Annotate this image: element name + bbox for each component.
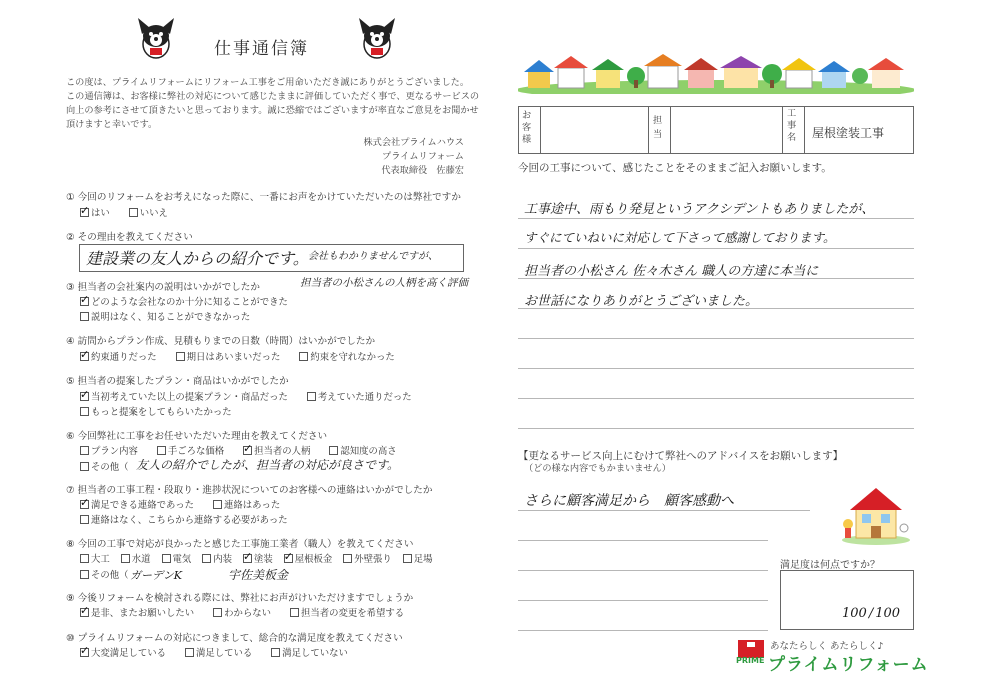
option[interactable]: 考えていた通りだった xyxy=(307,392,412,403)
company-division: プライムリフォーム xyxy=(382,151,464,162)
writing-line xyxy=(518,338,914,339)
handwritten-note: 会社もわかりませんですが、 xyxy=(308,251,438,262)
checkbox[interactable] xyxy=(80,608,89,617)
question-3: ③ 担当者の会社案内の説明はいかがでしたか xyxy=(66,282,260,293)
project-name: 屋根塗装工事 xyxy=(812,126,885,140)
question-1-options xyxy=(80,205,184,219)
writing-line xyxy=(518,248,914,249)
option[interactable]: 約束を守れなかった xyxy=(299,352,394,363)
checkbox[interactable] xyxy=(157,446,166,455)
checkbox[interactable] xyxy=(129,208,138,217)
question-3-option[interactable]: 説明はなく、知ることができなかった xyxy=(80,309,250,323)
option[interactable]: ✓ 塗装 xyxy=(243,554,273,565)
divider xyxy=(648,106,649,154)
question-7-options xyxy=(80,497,296,511)
option[interactable]: ✓ 屋根板金 xyxy=(284,554,333,565)
writing-line xyxy=(518,368,914,369)
option[interactable]: 期日はあいまいだった xyxy=(176,352,281,363)
intro-line: 向上の参考にさせて頂きたいと思っております。誠に恐縮ではございますが率直なご意見をお聞かせ xyxy=(66,105,479,116)
question-7: ⑦ 担当者の工事工程・段取り・進捗状況についてのお客様への連絡はいかがでしたか xyxy=(66,485,433,496)
checkbox[interactable] xyxy=(80,446,89,455)
writing-line xyxy=(518,428,914,429)
intro-line: この通信簿は、お客様に弊社の対応について感じたままに評価していただく事で、更なるサービスの xyxy=(66,91,480,102)
checkbox[interactable] xyxy=(329,446,338,455)
question-4-options xyxy=(80,349,411,363)
handwritten-feedback: お世話になりありがとうございました。 xyxy=(524,294,759,309)
checkbox[interactable] xyxy=(176,352,185,361)
checkbox[interactable] xyxy=(284,554,293,563)
option[interactable]: 満足していない xyxy=(271,648,348,659)
writing-line xyxy=(518,630,768,631)
writing-line xyxy=(518,510,810,511)
writing-line xyxy=(518,398,914,399)
handwritten-answer: 建設業の友人からの紹介です。 xyxy=(86,249,309,268)
question-8: ⑧ 今回の工事で対応が良かったと感じた工事施工業者（職人）を教えてください xyxy=(66,539,414,550)
handwritten-feedback: 担当者の小松さん 佐々木さん 職人の方達に本当に xyxy=(524,264,819,279)
project-label: 工事名 xyxy=(787,108,797,143)
checkbox[interactable] xyxy=(162,554,171,563)
feedback-prompt: 今回の工事について、感じたことをそのままご記入お願いします。 xyxy=(518,162,832,174)
option[interactable]: 電気 xyxy=(162,554,192,565)
writing-line xyxy=(518,540,768,541)
checkbox[interactable] xyxy=(80,312,89,321)
checkbox[interactable] xyxy=(80,648,89,657)
writing-line xyxy=(518,600,768,601)
checkbox[interactable] xyxy=(80,554,89,563)
option[interactable]: 認知度の高さ xyxy=(329,446,396,457)
checkbox[interactable] xyxy=(80,407,89,416)
question-5-options xyxy=(80,389,428,403)
company-name: 株式会社プライムハウス xyxy=(363,137,464,148)
checkbox[interactable] xyxy=(80,515,89,524)
brand-name: プライムリフォーム xyxy=(768,655,929,674)
option-yes[interactable]: ✓はい xyxy=(80,208,110,219)
question-6-options xyxy=(80,443,413,457)
brand-tagline: あなたらしく あたらしく♪ xyxy=(770,641,884,652)
dog-mascot-icon xyxy=(355,14,399,62)
option-no[interactable]: いいえ xyxy=(129,208,168,219)
option[interactable]: ✓満足できる連絡であった xyxy=(80,500,194,511)
question-1: ① 今回のリフォームをお考えになった際に、一番にお声をかけていただいたのは弊社ですか xyxy=(66,192,461,203)
question-10-options xyxy=(80,645,364,659)
option[interactable]: 担当者の変更を希望する xyxy=(290,608,404,619)
customer-label: お客様 xyxy=(522,110,532,145)
question-5-option[interactable]: もっと提案をしてもらいたかった xyxy=(80,404,232,418)
option[interactable]: 内装 xyxy=(202,554,232,565)
page-title: 仕事通信簿 xyxy=(214,39,309,59)
question-4: ④ 訪問からプラン作成、見積もりまでの日数（時間）はいかがでしたか xyxy=(66,336,376,347)
handwritten-feedback: 工事途中、雨もり発見というアクシデントもありましたが、 xyxy=(524,202,875,217)
advice-prompt: 【更なるサービス向上にむけて弊社へのアドバイスをお願いします】 xyxy=(518,450,844,462)
option[interactable]: 大工 xyxy=(80,554,110,565)
divider xyxy=(540,106,541,154)
option[interactable]: 手ごろな価格 xyxy=(157,446,224,457)
option[interactable]: 外壁張り xyxy=(343,554,392,565)
question-6-other[interactable]: その他（ xyxy=(80,459,129,473)
score-label: 満足度は何点ですか？ xyxy=(780,560,880,571)
question-8-other[interactable]: その他（ xyxy=(80,567,129,581)
handwritten-note: 担当者の小松さんの人柄を高く評価 xyxy=(300,277,468,289)
checkbox[interactable] xyxy=(243,554,252,563)
checkbox[interactable] xyxy=(307,392,316,401)
option[interactable]: ✓是非、またお願いしたい xyxy=(80,608,194,619)
handwritten-other: ガーデンK xyxy=(130,569,182,582)
intro-line: 頂けますと幸いです。 xyxy=(66,119,158,130)
checkbox[interactable] xyxy=(80,392,89,401)
checkbox[interactable] xyxy=(185,648,194,657)
handwritten-advice: さらに顧客満足から 顧客感動へ xyxy=(524,493,734,509)
customer-name-field[interactable] xyxy=(545,112,645,148)
question-8-options xyxy=(80,551,433,565)
house-illustration xyxy=(838,484,912,546)
question-6: ⑥ 今回弊社に工事をお任せいただいた理由を教えてください xyxy=(66,431,328,442)
question-5: ⑤ 担当者の提案したプラン・商品はいかがでしたか xyxy=(66,376,289,387)
score-box[interactable] xyxy=(780,570,914,630)
divider xyxy=(782,106,783,154)
option[interactable]: ✓大変満足している xyxy=(80,648,166,659)
handwritten-feedback: すぐにていねいに対応して下さって感謝しております。 xyxy=(524,230,836,245)
advice-sub: （どの様な内容でもかまいません） xyxy=(524,463,671,474)
writing-line xyxy=(518,218,914,219)
option[interactable]: わからない xyxy=(213,608,271,619)
question-10: ⑩ プライムリフォームの対応につきまして、総合的な満足度を教えてください xyxy=(66,633,403,644)
option[interactable]: 足場 xyxy=(403,554,433,565)
checkbox[interactable] xyxy=(80,570,89,579)
checkbox[interactable] xyxy=(299,352,308,361)
checkbox[interactable] xyxy=(213,500,222,509)
company-representative: 代表取締役 佐藤宏 xyxy=(381,165,464,176)
question-3-option[interactable]: ✓どのような会社なのか十分に知ることができた xyxy=(80,294,288,308)
question-9-options xyxy=(80,605,420,619)
town-illustration xyxy=(518,50,914,94)
checkbox[interactable] xyxy=(202,554,211,563)
option[interactable]: プラン内容 xyxy=(80,446,138,457)
brand-mark-text: PRIME xyxy=(736,656,765,665)
option[interactable]: ✓約束通りだった xyxy=(80,352,157,363)
staff-name-field[interactable] xyxy=(675,112,779,148)
checkbox[interactable] xyxy=(271,648,280,657)
checkbox[interactable] xyxy=(290,608,299,617)
staff-label: 担当 xyxy=(653,115,663,140)
question-7-option[interactable]: 連絡はなく、こちらから連絡する必要があった xyxy=(80,512,288,526)
score-value: 100 / 100 xyxy=(842,606,901,621)
checkbox[interactable] xyxy=(121,554,130,563)
checkbox[interactable] xyxy=(403,554,412,563)
checkbox[interactable] xyxy=(213,608,222,617)
checkbox[interactable] xyxy=(243,446,252,455)
option[interactable]: ✓ 担当者の人柄 xyxy=(243,446,310,457)
option[interactable]: ✓当初考えていた以上の提案プラン・商品だった xyxy=(80,392,288,403)
divider xyxy=(804,106,805,154)
dog-mascot-icon xyxy=(134,14,178,62)
handwritten-other: 宇佐美板金 xyxy=(228,568,289,582)
question-2: ② その理由を教えてください xyxy=(66,232,193,243)
option[interactable]: 満足している xyxy=(185,648,252,659)
checkbox[interactable] xyxy=(343,554,352,563)
checkbox[interactable] xyxy=(80,462,89,471)
intro-line: この度は、プライムリフォームにリフォーム工事をご用命いただき誠にありがとうございました。 xyxy=(66,77,470,88)
handwritten-other: 友人の紹介でしたが、担当者の対応が良さです。 xyxy=(136,458,400,472)
option[interactable]: 連絡はあった xyxy=(213,500,280,511)
checkbox[interactable] xyxy=(80,208,89,217)
checkbox[interactable] xyxy=(80,500,89,509)
divider xyxy=(670,106,671,154)
checkbox[interactable] xyxy=(80,297,89,306)
option[interactable]: 水道 xyxy=(121,554,151,565)
question-9: ⑨ 今後リフォームを検討される際には、弊社にお声がけいただけますでしょうか xyxy=(66,593,414,604)
checkbox[interactable] xyxy=(80,352,89,361)
writing-line xyxy=(518,570,768,571)
